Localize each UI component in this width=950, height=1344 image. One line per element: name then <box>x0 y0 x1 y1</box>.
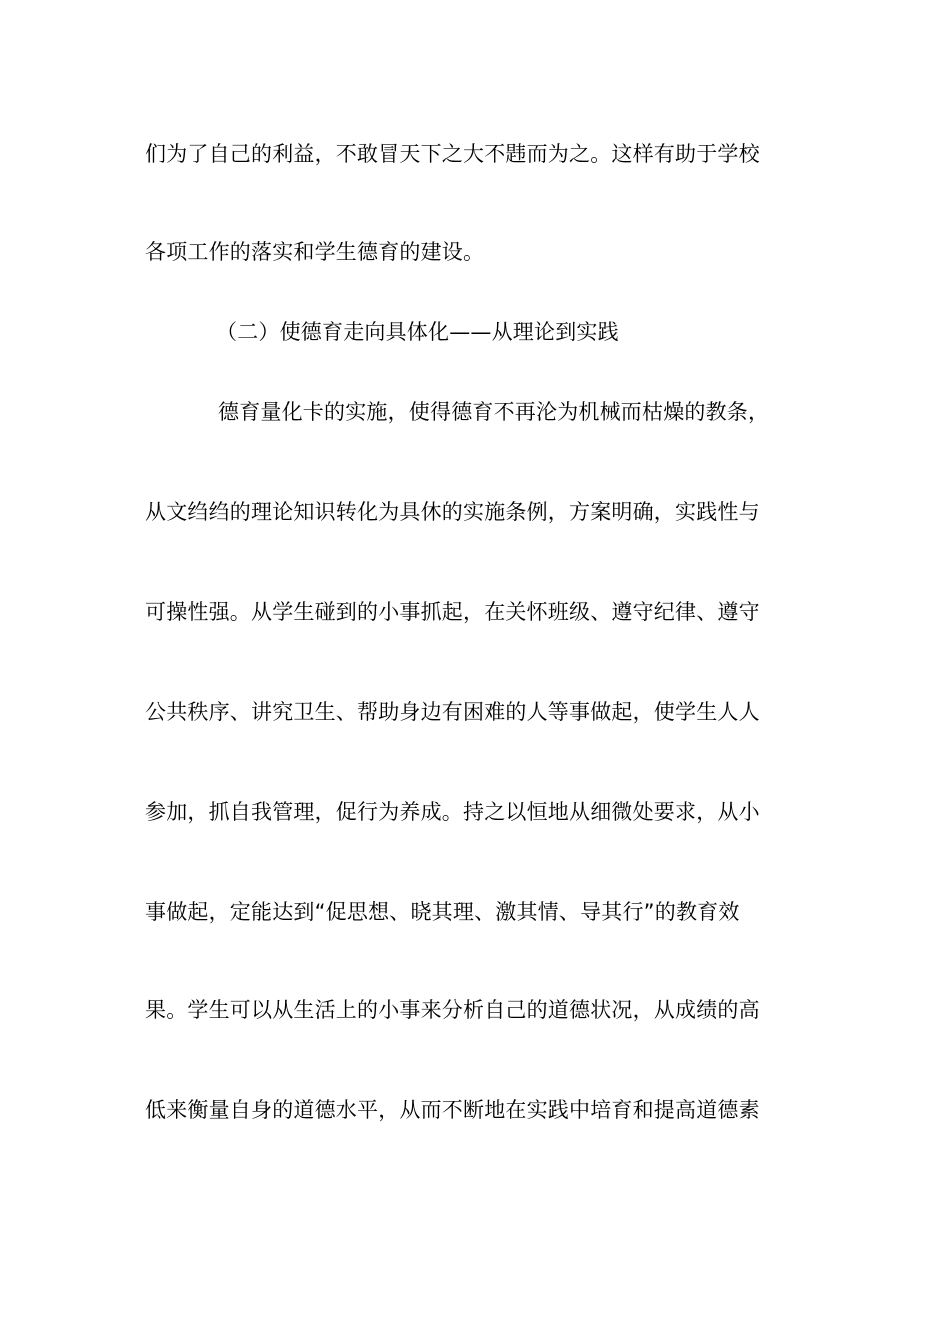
paragraph-line: 参加，抓自我管理，促行为养成。持之以恒地从细微处要求，从小 <box>145 800 760 824</box>
paragraph-line: 低来衡量自身的道德水平，从而不断地在实践中培育和提高道德素 <box>145 1098 760 1122</box>
paragraph-line: 公共秩序、讲究卫生、帮助身边有困难的人等事做起，使学生人人 <box>145 700 760 724</box>
paragraph-line: 可操性强。从学生碰到的小事抓起，在关怀班级、遵守纪律、遵守 <box>145 600 760 624</box>
paragraph-line: 从文绉绉的理论知识转化为具休的实施条例，方案明确，实践性与 <box>145 500 760 524</box>
section-heading: （二）使德育走向具体化——从理论到实践 <box>216 320 619 344</box>
paragraph-line: 事做起，定能达到“促思想、晓其理、激其情、导其行”的教育效 <box>145 900 740 924</box>
paragraph-line: 果。学生可以从生活上的小事来分析自己的道德状况，从成绩的高 <box>145 998 760 1022</box>
paragraph-line: 各项工作的落实和学生德育的建设。 <box>145 240 485 264</box>
paragraph-line: 德育量化卡的实施，使得德育不再沦为机械而枯燥的教条， <box>218 400 770 424</box>
paragraph-line: 们为了自己的利益，不敢冒天下之大不韪而为之。这样有助于学校 <box>145 142 760 166</box>
